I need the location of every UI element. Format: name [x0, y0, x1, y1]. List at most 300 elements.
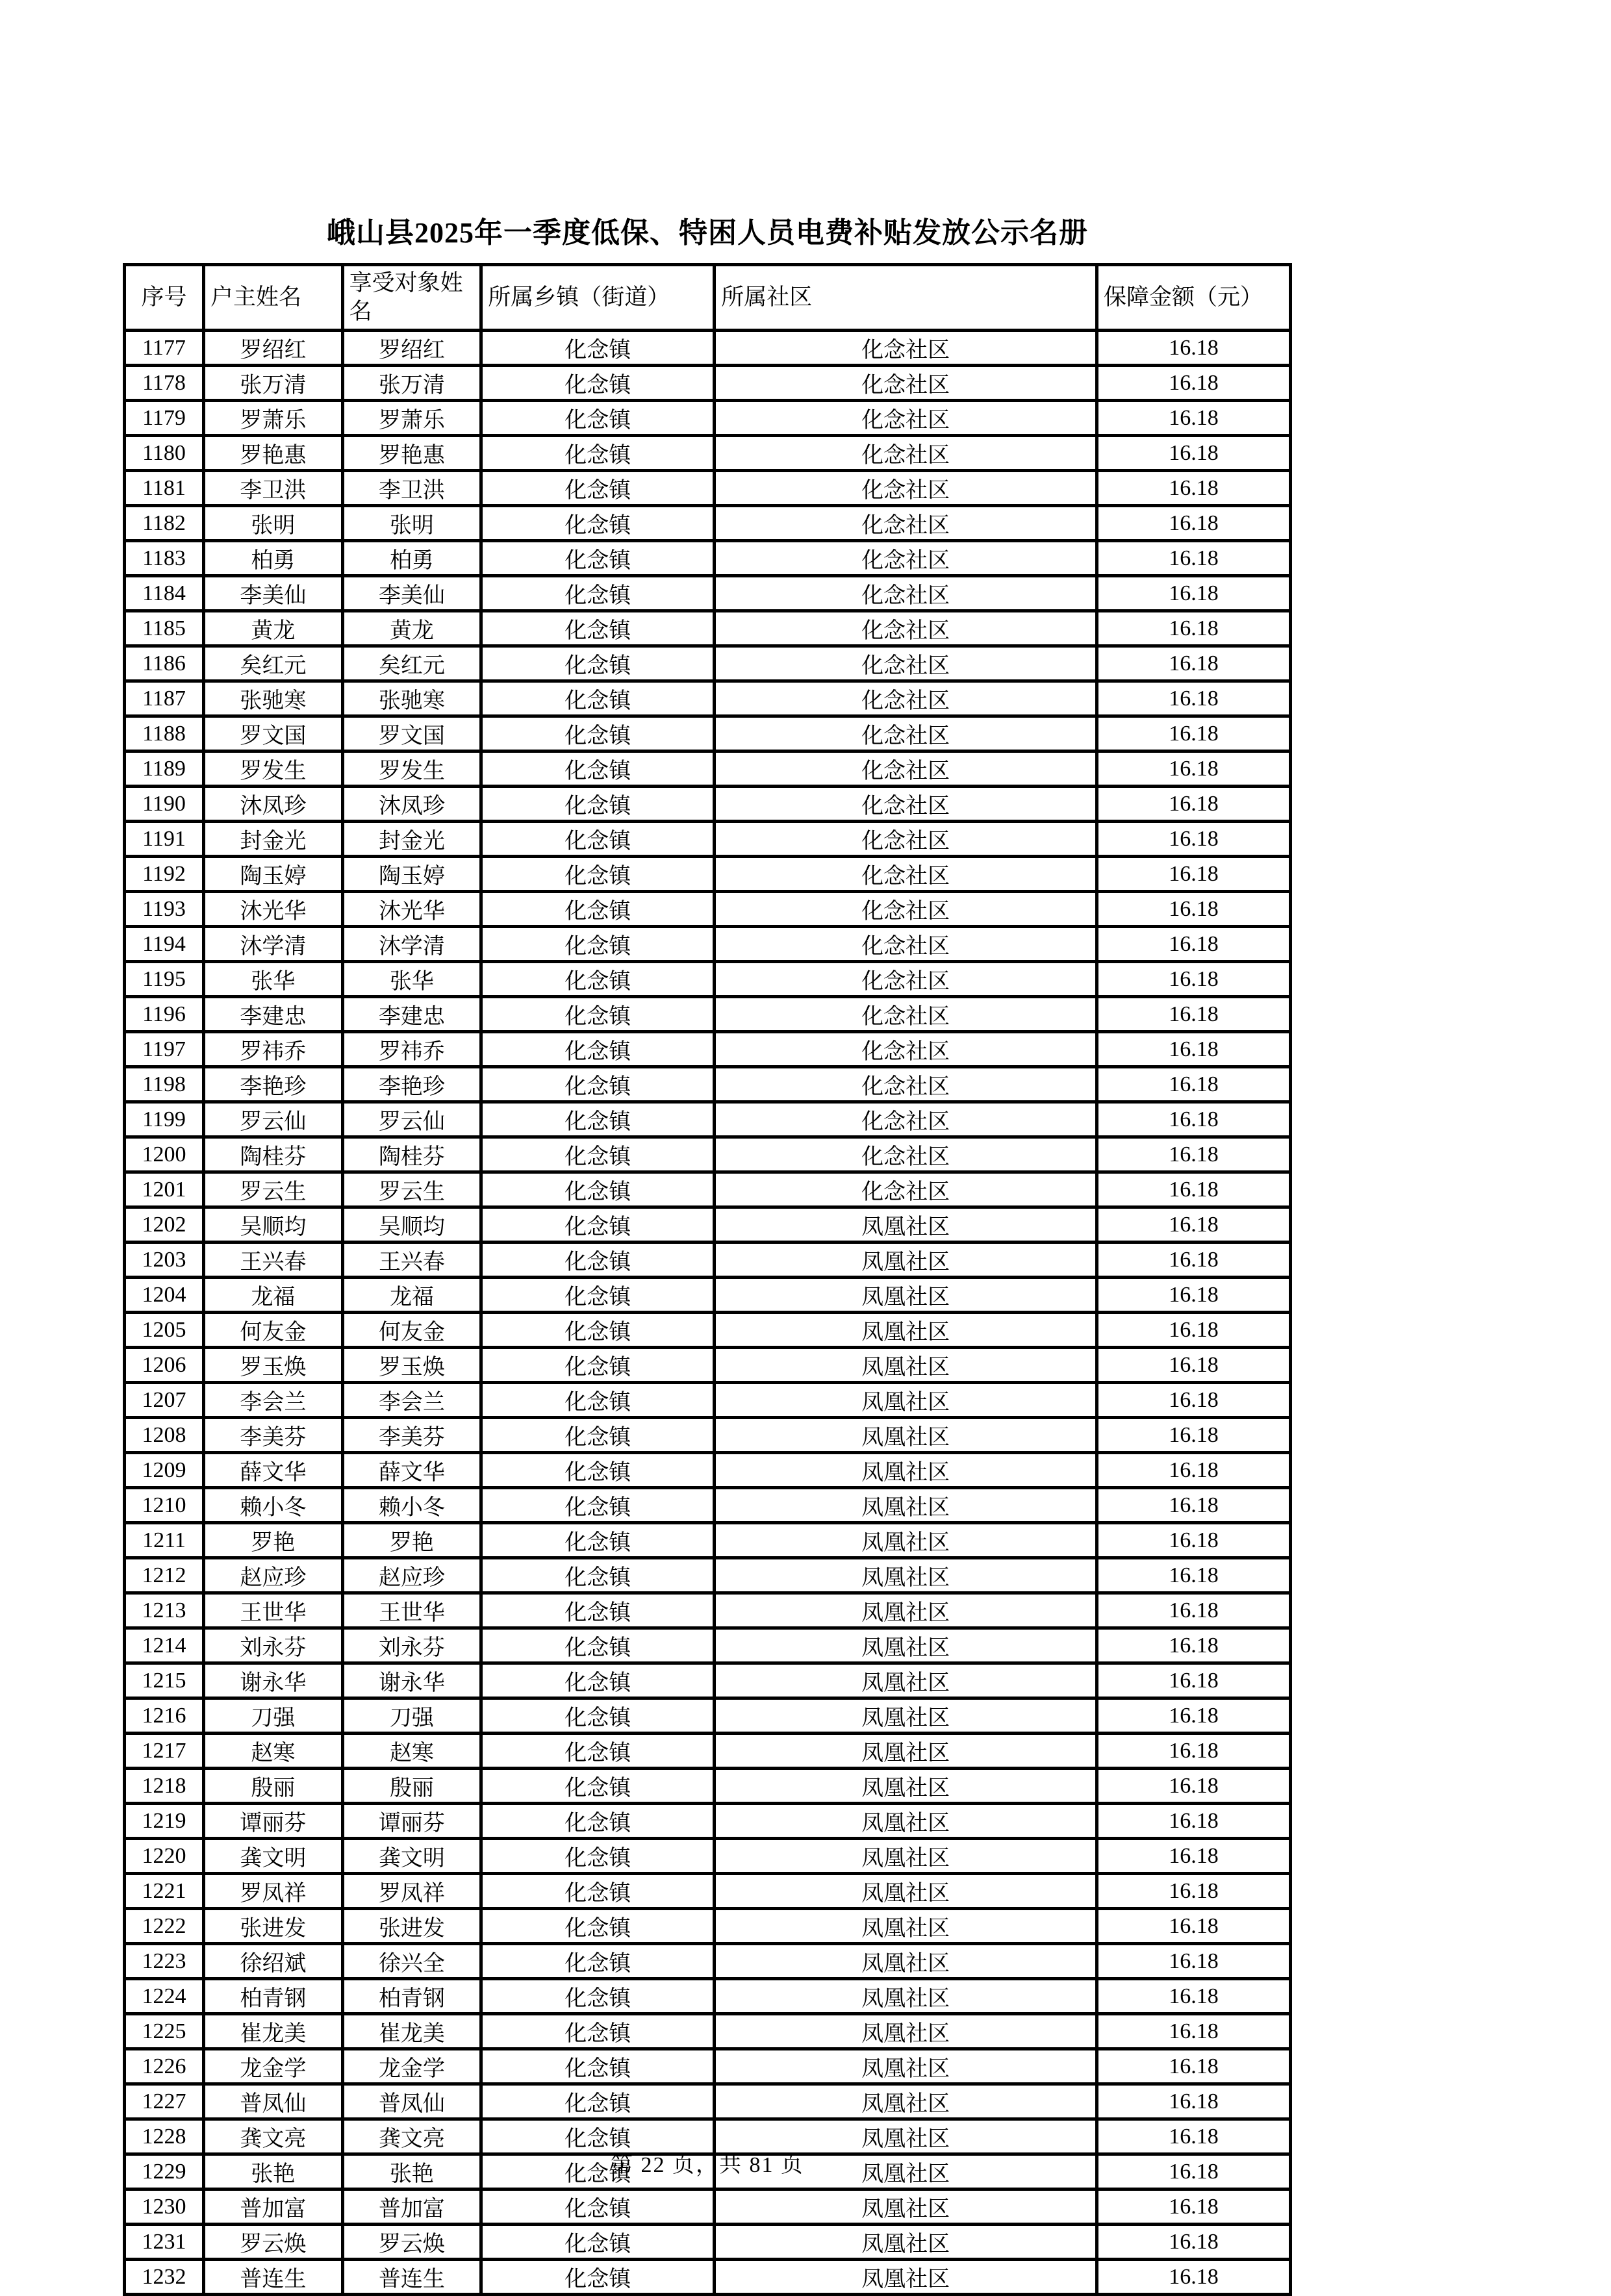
table-row — [125, 1348, 1291, 1383]
table-cell: 16.18 — [1097, 1207, 1290, 1243]
table-row — [125, 646, 1291, 681]
table-row — [125, 541, 1291, 576]
table-cell: 1223 — [125, 1944, 204, 1979]
table-cell: 王兴春 — [204, 1243, 343, 1278]
table-cell: 凤凰社区 — [715, 2225, 1097, 2260]
table-cell: 1225 — [125, 2014, 204, 2049]
table-cell: 凤凰社区 — [715, 2119, 1097, 2154]
page-footer: 第 22 页，共 81 页 — [611, 2153, 804, 2177]
table-cell: 化念镇 — [481, 1734, 715, 1769]
table-cell: 化念镇 — [481, 1453, 715, 1488]
table-cell: 沐学清 — [342, 927, 481, 962]
table-cell: 1201 — [125, 1172, 204, 1207]
table-cell: 16.18 — [1097, 1348, 1290, 1383]
table-cell: 化念镇 — [481, 751, 715, 787]
table-cell: 16.18 — [1097, 927, 1290, 962]
table-row — [125, 2189, 1291, 2225]
table-cell: 罗玉焕 — [204, 1348, 343, 1383]
table-cell: 凤凰社区 — [715, 1593, 1097, 1628]
table-cell: 化念社区 — [715, 927, 1097, 962]
table-cell: 赵寒 — [204, 1734, 343, 1769]
table-cell: 1209 — [125, 1453, 204, 1488]
table-row — [125, 1418, 1291, 1453]
table-cell: 化念社区 — [715, 1137, 1097, 1172]
table-cell: 1194 — [125, 927, 204, 962]
table-cell: 普凤仙 — [204, 2084, 343, 2119]
table-cell: 1188 — [125, 716, 204, 751]
roster-table — [123, 263, 1292, 2296]
table-cell: 16.18 — [1097, 2189, 1290, 2225]
table-cell: 16.18 — [1097, 1839, 1290, 1874]
table-cell: 陶桂芬 — [204, 1137, 343, 1172]
table-cell: 1186 — [125, 646, 204, 681]
table-cell: 龙福 — [204, 1278, 343, 1313]
table-cell: 1204 — [125, 1278, 204, 1313]
table-cell: 16.18 — [1097, 2260, 1290, 2295]
table-cell: 16.18 — [1097, 857, 1290, 892]
table-cell: 赖小冬 — [204, 1488, 343, 1523]
table-row — [125, 1663, 1291, 1698]
table-cell: 崔龙美 — [204, 2014, 343, 2049]
table-cell: 张艳 — [342, 2154, 481, 2189]
column-header-beneficiary: 享受对象姓名 — [342, 265, 481, 331]
column-header-community: 所属社区 — [715, 265, 1097, 331]
table-cell: 化念社区 — [715, 997, 1097, 1032]
table-cell: 张明 — [204, 506, 343, 541]
table-cell: 1193 — [125, 892, 204, 927]
table-cell: 化念镇 — [481, 1032, 715, 1067]
table-cell: 1203 — [125, 1243, 204, 1278]
table-row — [125, 506, 1291, 541]
table-cell: 1189 — [125, 751, 204, 787]
table-cell: 张华 — [204, 962, 343, 997]
table-cell: 化念社区 — [715, 471, 1097, 506]
table-row — [125, 1278, 1291, 1313]
table-cell: 1195 — [125, 962, 204, 997]
table-row — [125, 2014, 1291, 2049]
table-cell: 化念社区 — [715, 366, 1097, 401]
table-cell: 李艳珍 — [204, 1067, 343, 1102]
table-cell: 化念镇 — [481, 1278, 715, 1313]
table-row — [125, 1313, 1291, 1348]
table-cell: 1196 — [125, 997, 204, 1032]
table-cell: 凤凰社区 — [715, 1207, 1097, 1243]
table-cell: 罗文国 — [204, 716, 343, 751]
table-row — [125, 681, 1291, 716]
table-cell: 化念镇 — [481, 1839, 715, 1874]
table-cell: 龙金学 — [204, 2049, 343, 2084]
table-row — [125, 1453, 1291, 1488]
header-row — [125, 265, 1291, 331]
table-cell: 李卫洪 — [204, 471, 343, 506]
table-cell: 王世华 — [342, 1593, 481, 1628]
table-cell: 陶桂芬 — [342, 1137, 481, 1172]
table-row — [125, 1488, 1291, 1523]
table-cell: 刘永芬 — [204, 1628, 343, 1663]
table-row — [125, 2084, 1291, 2119]
table-cell: 化念镇 — [481, 962, 715, 997]
table-cell: 柏勇 — [204, 541, 343, 576]
table-cell: 16.18 — [1097, 822, 1290, 857]
table-cell: 16.18 — [1097, 1734, 1290, 1769]
table-row — [125, 1032, 1291, 1067]
table-row — [125, 892, 1291, 927]
table-cell: 沐光华 — [204, 892, 343, 927]
table-row — [125, 1172, 1291, 1207]
table-cell: 化念镇 — [481, 401, 715, 436]
table-cell: 化念镇 — [481, 1804, 715, 1839]
table-cell: 1218 — [125, 1769, 204, 1804]
table-row — [125, 822, 1291, 857]
table-cell: 化念镇 — [481, 436, 715, 471]
table-cell: 1227 — [125, 2084, 204, 2119]
table-cell: 李美仙 — [342, 576, 481, 611]
table-cell: 1224 — [125, 1979, 204, 2014]
table-cell: 罗萧乐 — [204, 401, 343, 436]
table-cell: 化念镇 — [481, 1698, 715, 1734]
table-cell: 1205 — [125, 1313, 204, 1348]
table-cell: 陶玉婷 — [342, 857, 481, 892]
table-cell: 凤凰社区 — [715, 2260, 1097, 2295]
table-cell: 罗祎乔 — [204, 1032, 343, 1067]
table-cell: 龙福 — [342, 1278, 481, 1313]
table-cell: 16.18 — [1097, 962, 1290, 997]
table-row — [125, 857, 1291, 892]
table-cell: 化念镇 — [481, 541, 715, 576]
table-cell: 1219 — [125, 1804, 204, 1839]
table-cell: 崔龙美 — [342, 2014, 481, 2049]
table-cell: 化念镇 — [481, 1207, 715, 1243]
table-row — [125, 576, 1291, 611]
table-cell: 16.18 — [1097, 1558, 1290, 1593]
table-row — [125, 962, 1291, 997]
table-cell: 1181 — [125, 471, 204, 506]
table-cell: 凤凰社区 — [715, 1628, 1097, 1663]
table-cell: 赵寒 — [342, 1734, 481, 1769]
table-cell: 化念镇 — [481, 2260, 715, 2295]
table-cell: 张驰寒 — [204, 681, 343, 716]
table-cell: 龚文亮 — [204, 2119, 343, 2154]
table-cell: 徐兴全 — [342, 1944, 481, 1979]
table-cell: 16.18 — [1097, 1067, 1290, 1102]
table-cell: 化念镇 — [481, 1523, 715, 1558]
table-cell: 16.18 — [1097, 2119, 1290, 2154]
table-cell: 化念社区 — [715, 401, 1097, 436]
table-cell: 1210 — [125, 1488, 204, 1523]
table-cell: 赵应珍 — [342, 1558, 481, 1593]
table-cell: 谢永华 — [204, 1663, 343, 1698]
table-cell: 化念镇 — [481, 646, 715, 681]
table-cell: 化念社区 — [715, 436, 1097, 471]
table-cell: 罗绍红 — [342, 331, 481, 366]
table-row — [125, 1243, 1291, 1278]
table-cell: 1226 — [125, 2049, 204, 2084]
table-cell: 16.18 — [1097, 787, 1290, 822]
table-cell: 张艳 — [204, 2154, 343, 2189]
table-cell: 张华 — [342, 962, 481, 997]
table-row — [125, 471, 1291, 506]
table-cell: 化念社区 — [715, 611, 1097, 646]
table-row — [125, 1593, 1291, 1628]
table-row — [125, 1909, 1291, 1944]
table-cell: 化念镇 — [481, 1663, 715, 1698]
table-cell: 化念镇 — [481, 471, 715, 506]
table-row — [125, 2225, 1291, 2260]
table-cell: 凤凰社区 — [715, 1278, 1097, 1313]
table-cell: 凤凰社区 — [715, 2014, 1097, 2049]
table-cell: 龙金学 — [342, 2049, 481, 2084]
table-cell: 化念镇 — [481, 2225, 715, 2260]
table-cell: 化念镇 — [481, 1313, 715, 1348]
column-header-index: 序号 — [125, 265, 204, 331]
table-cell: 张驰寒 — [342, 681, 481, 716]
table-cell: 赵应珍 — [204, 1558, 343, 1593]
table-cell: 16.18 — [1097, 1418, 1290, 1453]
table-cell: 1215 — [125, 1663, 204, 1698]
table-cell: 李艳珍 — [342, 1067, 481, 1102]
table-cell: 凤凰社区 — [715, 1453, 1097, 1488]
table-cell: 赖小冬 — [342, 1488, 481, 1523]
table-cell: 化念镇 — [481, 576, 715, 611]
table-cell: 16.18 — [1097, 1523, 1290, 1558]
table-cell: 普加富 — [342, 2189, 481, 2225]
table-cell: 罗凤祥 — [342, 1874, 481, 1909]
document-title: 峨山县2025年一季度低保、特困人员电费补贴发放公示名册 — [327, 217, 1088, 249]
table-row — [125, 1383, 1291, 1418]
table-cell: 化念镇 — [481, 927, 715, 962]
table-cell: 化念镇 — [481, 1593, 715, 1628]
table-cell: 1197 — [125, 1032, 204, 1067]
table-cell: 16.18 — [1097, 436, 1290, 471]
table-cell: 凤凰社区 — [715, 1523, 1097, 1558]
table-cell: 16.18 — [1097, 1628, 1290, 1663]
table-cell: 1187 — [125, 681, 204, 716]
table-cell: 凤凰社区 — [715, 1313, 1097, 1348]
table-cell: 化念社区 — [715, 576, 1097, 611]
table-cell: 沐凤珍 — [204, 787, 343, 822]
table-cell: 16.18 — [1097, 541, 1290, 576]
table-cell: 16.18 — [1097, 401, 1290, 436]
table-cell: 化念镇 — [481, 1979, 715, 2014]
table-cell: 1185 — [125, 611, 204, 646]
table-cell: 普加富 — [204, 2189, 343, 2225]
table-cell: 凤凰社区 — [715, 2049, 1097, 2084]
table-cell: 罗发生 — [342, 751, 481, 787]
table-cell: 16.18 — [1097, 1488, 1290, 1523]
table-cell: 1212 — [125, 1558, 204, 1593]
table-cell: 化念镇 — [481, 787, 715, 822]
table-cell: 凤凰社区 — [715, 1839, 1097, 1874]
table-cell: 罗云仙 — [342, 1102, 481, 1137]
table-cell: 化念镇 — [481, 1944, 715, 1979]
table-cell: 化念社区 — [715, 822, 1097, 857]
table-cell: 化念镇 — [481, 857, 715, 892]
table-cell: 16.18 — [1097, 716, 1290, 751]
table-cell: 张万清 — [342, 366, 481, 401]
table-cell: 刘永芬 — [342, 1628, 481, 1663]
table-cell: 化念社区 — [715, 857, 1097, 892]
table-cell: 16.18 — [1097, 1944, 1290, 1979]
table-cell: 化念镇 — [481, 2189, 715, 2225]
table-cell: 凤凰社区 — [715, 1558, 1097, 1593]
table-cell: 罗云仙 — [204, 1102, 343, 1137]
table-cell: 16.18 — [1097, 2014, 1290, 2049]
table-cell: 罗艳 — [204, 1523, 343, 1558]
table-cell: 张进发 — [204, 1909, 343, 1944]
table-cell: 化念镇 — [481, 892, 715, 927]
table-cell: 1207 — [125, 1383, 204, 1418]
table-cell: 16.18 — [1097, 1102, 1290, 1137]
table-cell: 16.18 — [1097, 611, 1290, 646]
table-cell: 柏青钢 — [204, 1979, 343, 2014]
table-cell: 吴顺均 — [342, 1207, 481, 1243]
table-cell: 1213 — [125, 1593, 204, 1628]
table-cell: 普连生 — [204, 2260, 343, 2295]
table-cell: 谢永华 — [342, 1663, 481, 1698]
table-cell: 化念社区 — [715, 716, 1097, 751]
table-cell: 沐光华 — [342, 892, 481, 927]
table-cell: 化念镇 — [481, 1874, 715, 1909]
table-cell: 16.18 — [1097, 1663, 1290, 1698]
table-cell: 化念镇 — [481, 1067, 715, 1102]
table-cell: 16.18 — [1097, 1313, 1290, 1348]
table-cell: 化念镇 — [481, 1383, 715, 1418]
table-row — [125, 2049, 1291, 2084]
table-cell: 凤凰社区 — [715, 2189, 1097, 2225]
table-cell: 16.18 — [1097, 471, 1290, 506]
table-row — [125, 997, 1291, 1032]
table-cell: 龚文亮 — [342, 2119, 481, 2154]
table-cell: 化念社区 — [715, 787, 1097, 822]
column-header-township: 所属乡镇（街道） — [481, 265, 715, 331]
table-cell: 化念镇 — [481, 1137, 715, 1172]
table-row — [125, 401, 1291, 436]
table-cell: 化念镇 — [481, 1102, 715, 1137]
table-cell: 李会兰 — [204, 1383, 343, 1418]
table-cell: 1199 — [125, 1102, 204, 1137]
table-cell: 谭丽芬 — [204, 1804, 343, 1839]
table-cell: 16.18 — [1097, 506, 1290, 541]
table-cell: 1220 — [125, 1839, 204, 1874]
table-cell: 化念社区 — [715, 892, 1097, 927]
table-cell: 徐绍斌 — [204, 1944, 343, 1979]
table-cell: 凤凰社区 — [715, 1874, 1097, 1909]
table-cell: 凤凰社区 — [715, 1348, 1097, 1383]
table-cell: 黄龙 — [342, 611, 481, 646]
table-cell: 罗凤祥 — [204, 1874, 343, 1909]
table-cell: 化念镇 — [481, 366, 715, 401]
table-row — [125, 331, 1291, 366]
table-cell: 16.18 — [1097, 2084, 1290, 2119]
table-cell: 化念镇 — [481, 716, 715, 751]
table-row — [125, 1102, 1291, 1137]
table-cell: 16.18 — [1097, 1804, 1290, 1839]
table-row — [125, 1734, 1291, 1769]
table-cell: 化念社区 — [715, 751, 1097, 787]
table-cell: 1190 — [125, 787, 204, 822]
table-cell: 化念社区 — [715, 331, 1097, 366]
table-cell: 王世华 — [204, 1593, 343, 1628]
table-cell: 龚文明 — [204, 1839, 343, 1874]
table-cell: 16.18 — [1097, 751, 1290, 787]
table-cell: 凤凰社区 — [715, 1909, 1097, 1944]
table-cell: 殷丽 — [342, 1769, 481, 1804]
column-header-household-head: 户主姓名 — [204, 265, 343, 331]
table-cell: 化念镇 — [481, 1172, 715, 1207]
table-cell: 化念镇 — [481, 331, 715, 366]
table-cell: 1216 — [125, 1698, 204, 1734]
table-cell: 罗艳惠 — [204, 436, 343, 471]
table-cell: 李美仙 — [204, 576, 343, 611]
table-cell: 1221 — [125, 1874, 204, 1909]
table-cell: 李美芬 — [342, 1418, 481, 1453]
table-row — [125, 1067, 1291, 1102]
table-cell: 16.18 — [1097, 1172, 1290, 1207]
table-cell: 16.18 — [1097, 1278, 1290, 1313]
table-cell: 罗萧乐 — [342, 401, 481, 436]
table-cell: 凤凰社区 — [715, 1769, 1097, 1804]
table-cell: 罗玉焕 — [342, 1348, 481, 1383]
table-cell: 1184 — [125, 576, 204, 611]
table-cell: 罗文国 — [342, 716, 481, 751]
table-row — [125, 751, 1291, 787]
table-cell: 16.18 — [1097, 2225, 1290, 2260]
table-cell: 李建忠 — [342, 997, 481, 1032]
table-row — [125, 1137, 1291, 1172]
table-cell: 矣红元 — [342, 646, 481, 681]
table-cell: 何友金 — [342, 1313, 481, 1348]
table-cell: 1191 — [125, 822, 204, 857]
table-cell: 李美芬 — [204, 1418, 343, 1453]
table-cell: 1231 — [125, 2225, 204, 2260]
table-cell: 化念镇 — [481, 2154, 715, 2189]
table-cell: 16.18 — [1097, 997, 1290, 1032]
table-cell: 凤凰社区 — [715, 1944, 1097, 1979]
table-cell: 1228 — [125, 2119, 204, 2154]
table-cell: 凤凰社区 — [715, 2154, 1097, 2189]
table-row — [125, 1698, 1291, 1734]
table-cell: 化念镇 — [481, 822, 715, 857]
table-cell: 何友金 — [204, 1313, 343, 1348]
table-cell: 罗云生 — [342, 1172, 481, 1207]
table-row — [125, 927, 1291, 962]
table-cell: 化念镇 — [481, 1909, 715, 1944]
table-cell: 罗绍红 — [204, 331, 343, 366]
table-cell: 薛文华 — [204, 1453, 343, 1488]
table-cell: 化念镇 — [481, 2049, 715, 2084]
table-cell: 刀强 — [342, 1698, 481, 1734]
table-row — [125, 1944, 1291, 1979]
table-cell: 罗祎乔 — [342, 1032, 481, 1067]
table-cell: 罗云焕 — [342, 2225, 481, 2260]
table-body — [125, 331, 1291, 2295]
table-cell: 化念镇 — [481, 1558, 715, 1593]
table-cell: 1211 — [125, 1523, 204, 1558]
table-cell: 1206 — [125, 1348, 204, 1383]
table-cell: 化念社区 — [715, 1102, 1097, 1137]
table-cell: 化念镇 — [481, 1488, 715, 1523]
table-cell: 化念镇 — [481, 1418, 715, 1453]
table-cell: 16.18 — [1097, 1593, 1290, 1628]
table-row — [125, 716, 1291, 751]
table-cell: 柏勇 — [342, 541, 481, 576]
table-cell: 普凤仙 — [342, 2084, 481, 2119]
table-cell: 罗艳 — [342, 1523, 481, 1558]
table-cell: 张明 — [342, 506, 481, 541]
table-cell: 陶玉婷 — [204, 857, 343, 892]
table-cell: 凤凰社区 — [715, 2084, 1097, 2119]
table-cell: 沐凤珍 — [342, 787, 481, 822]
